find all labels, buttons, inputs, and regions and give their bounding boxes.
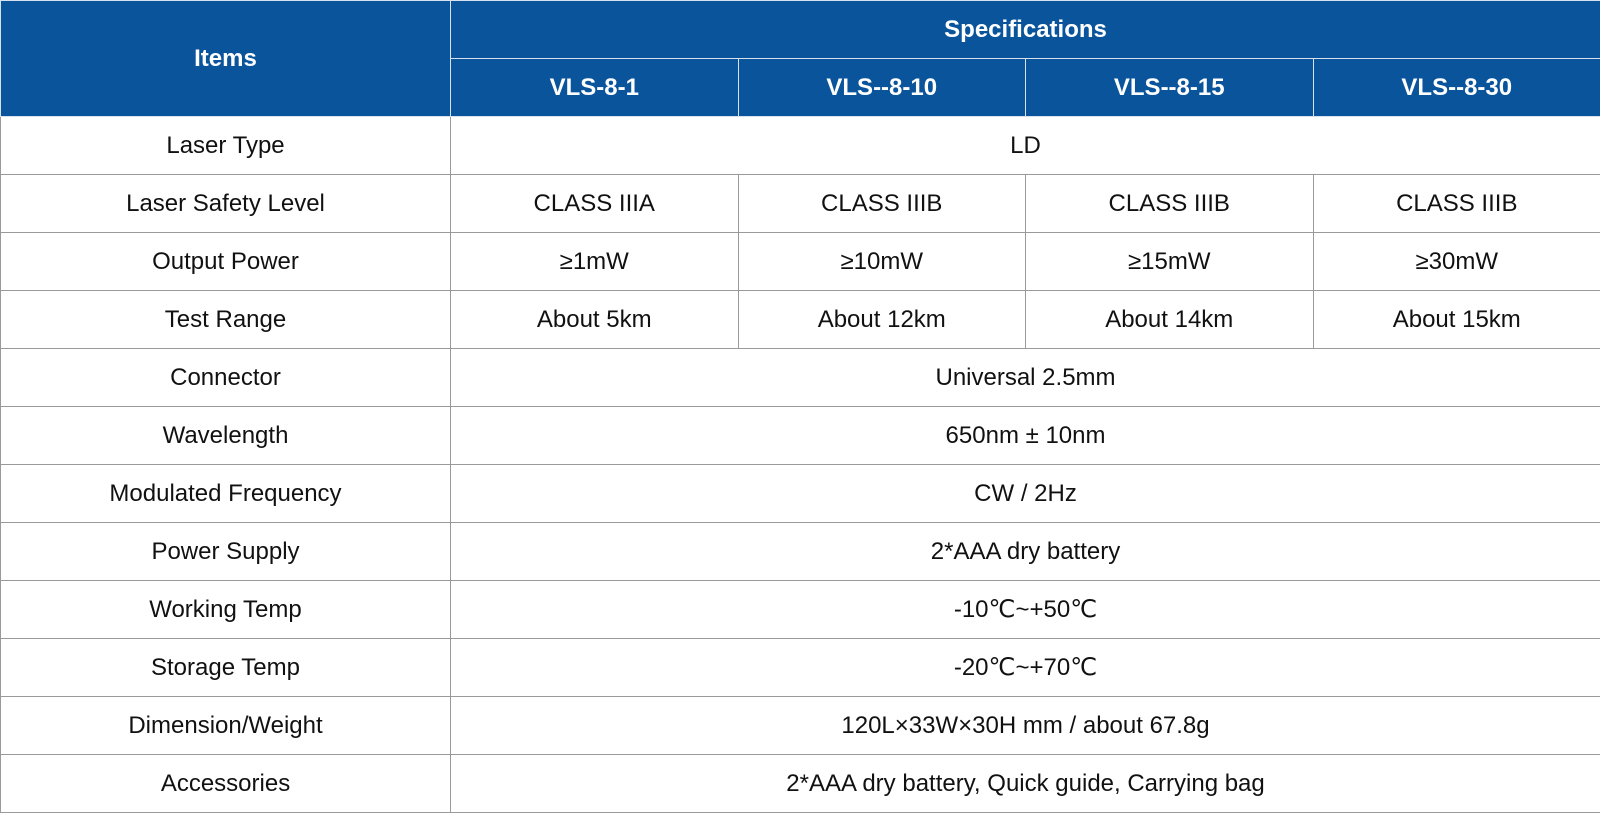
model-header-vls-8-10: VLS--8-10 — [738, 59, 1026, 117]
row-label: Storage Temp — [1, 639, 451, 697]
row-label: Dimension/Weight — [1, 697, 451, 755]
row-value: CLASS IIIB — [1313, 175, 1600, 233]
row-label: Working Temp — [1, 581, 451, 639]
table-row-working-temp — [1, 581, 1600, 639]
row-value: ≥10mW — [738, 233, 1026, 291]
row-value: CLASS IIIB — [1026, 175, 1314, 233]
row-label: Connector — [1, 349, 451, 407]
table-row-output-power — [1, 233, 1600, 291]
row-label: Output Power — [1, 233, 451, 291]
row-value: ≥1mW — [451, 233, 739, 291]
row-label: Test Range — [1, 291, 451, 349]
row-label: Laser Safety Level — [1, 175, 451, 233]
model-header-vls-8-15: VLS--8-15 — [1026, 59, 1314, 117]
row-label: Power Supply — [1, 523, 451, 581]
specifications-header: Specifications — [451, 1, 1600, 59]
table-row-modulated-frequency — [1, 465, 1600, 523]
row-value: 2*AAA dry battery — [451, 523, 1600, 581]
row-label: Wavelength — [1, 407, 451, 465]
table-row-laser-safety-level — [1, 175, 1600, 233]
row-value: About 5km — [451, 291, 739, 349]
row-value: About 12km — [738, 291, 1026, 349]
table-body — [1, 117, 1600, 813]
row-value: CLASS IIIB — [738, 175, 1026, 233]
row-label: Laser Type — [1, 117, 451, 175]
table-row-storage-temp — [1, 639, 1600, 697]
row-value: 2*AAA dry battery, Quick guide, Carrying bag — [451, 755, 1600, 813]
table-row-test-range — [1, 291, 1600, 349]
model-header-vls-8-1: VLS-8-1 — [451, 59, 739, 117]
table-header — [1, 1, 1600, 117]
header-row-top — [1, 1, 1600, 59]
row-value: 650nm ± 10nm — [451, 407, 1600, 465]
model-header-vls-8-30: VLS--8-30 — [1313, 59, 1600, 117]
items-header: Items — [1, 1, 451, 117]
table-row-laser-type — [1, 117, 1600, 175]
row-value: About 15km — [1313, 291, 1600, 349]
row-value: -10℃~+50℃ — [451, 581, 1600, 639]
row-label: Accessories — [1, 755, 451, 813]
row-value: -20℃~+70℃ — [451, 639, 1600, 697]
table-row-wavelength — [1, 407, 1600, 465]
table-row-accessories — [1, 755, 1600, 813]
row-value: ≥30mW — [1313, 233, 1600, 291]
row-value: CW / 2Hz — [451, 465, 1600, 523]
row-value: 120L×33W×30H mm / about 67.8g — [451, 697, 1600, 755]
row-label: Modulated Frequency — [1, 465, 451, 523]
table-row-connector — [1, 349, 1600, 407]
row-value: Universal 2.5mm — [451, 349, 1600, 407]
row-value: CLASS IIIA — [451, 175, 739, 233]
table-row-power-supply — [1, 523, 1600, 581]
row-value: LD — [451, 117, 1600, 175]
table-row-dimension-weight — [1, 697, 1600, 755]
row-value: ≥15mW — [1026, 233, 1314, 291]
row-value: About 14km — [1026, 291, 1314, 349]
